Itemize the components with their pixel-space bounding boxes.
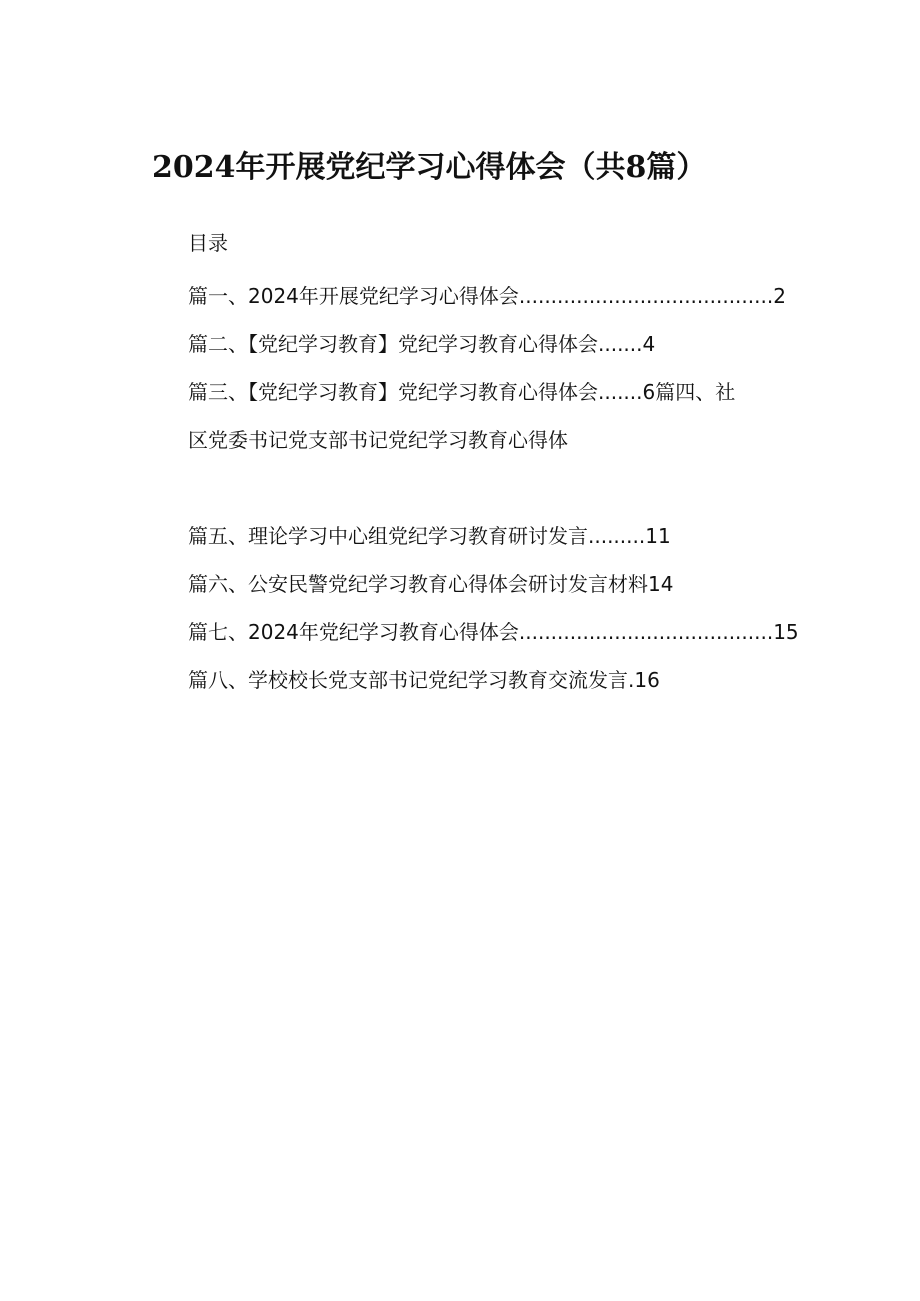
- toc-entry-5: 篇五、理论学习中心组党纪学习教育研讨发言.........11: [188, 524, 671, 548]
- toc-entry-2: 篇二、【党纪学习教育】党纪学习教育心得体会.......4: [188, 332, 656, 356]
- toc-entry-1: 篇一、2024年开展党纪学习心得体会........................................2: [188, 284, 786, 308]
- document-title: 2024年开展党纪学习心得体会（共8篇）: [152, 150, 707, 185]
- toc-entry-6: 篇六、公安民警党纪学习教育心得体会研讨发言材料14: [188, 572, 674, 596]
- toc-entry-4: 区党委书记党支部书记党纪学习教育心得体: [188, 428, 568, 452]
- toc-entry-8: 篇八、学校校长党支部书记党纪学习教育交流发言.16: [188, 668, 660, 692]
- table-of-contents: [188, 224, 799, 704]
- toc-heading: 目录: [188, 231, 228, 255]
- toc-blank-line: [188, 464, 788, 512]
- toc-entry-3: 篇三、【党纪学习教育】党纪学习教育心得体会.......6篇四、社: [188, 380, 736, 404]
- toc-entry-7: 篇七、2024年党纪学习教育心得体会........................................15: [188, 620, 799, 644]
